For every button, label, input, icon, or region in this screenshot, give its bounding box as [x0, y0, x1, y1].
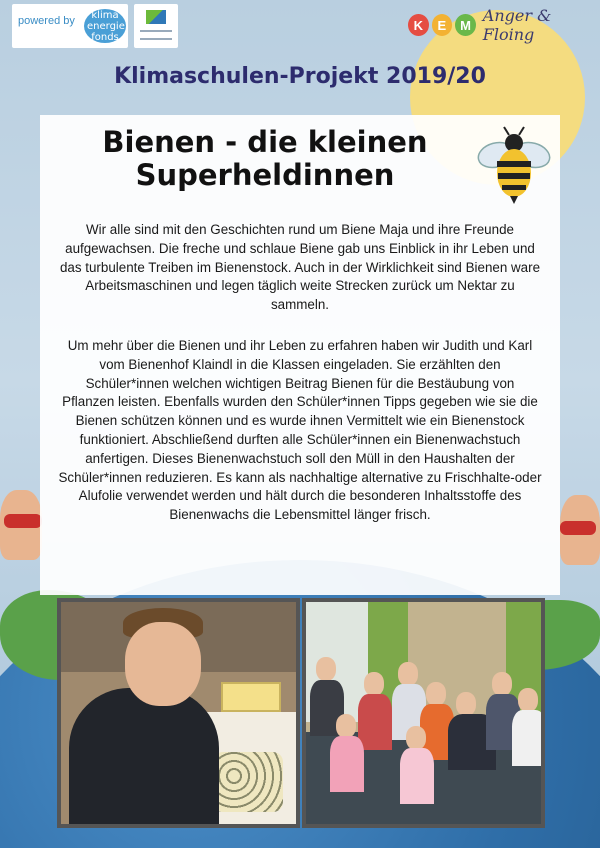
photo-person — [336, 714, 356, 738]
photo-person — [316, 657, 336, 681]
article-paragraph-1: Wir alle sind mit den Geschichten rund um Biene Maja und ihre Freunde aufgewachsen. Die freche und schlaue Biene gab uns Einblick in ihr Leben und das turbulente Treiben im Bienenstock. Auch in der Wirklichkeit sind Bienen ware Arbeitsmaschinen und legen täglich weite Strecken zurück um Nektar zu sammeln. — [59, 222, 541, 313]
ministry-flag-icon — [146, 10, 166, 24]
photo-boy-making-beeswax-wrap — [57, 598, 300, 828]
photo-person — [364, 672, 384, 696]
superhero-decoration-right — [560, 495, 600, 565]
powered-by-label: powered by — [18, 15, 75, 27]
ministry-logo — [134, 4, 178, 48]
region-name: Anger & Floing — [482, 6, 552, 44]
ministry-lines — [140, 30, 172, 40]
photo-person — [518, 688, 538, 712]
photo-boy-body — [69, 688, 219, 828]
kem-letter-m: M — [455, 14, 476, 36]
photo-group-class — [302, 598, 545, 828]
photo-person — [330, 736, 364, 792]
photo-beeswax-wrap — [213, 752, 283, 812]
photo-person — [512, 710, 545, 766]
photo-person — [358, 694, 392, 750]
photo-person — [400, 748, 434, 804]
headline-line-2: Superheldinnen — [135, 158, 395, 192]
photo-person — [398, 662, 418, 686]
photo-person — [456, 692, 476, 716]
article-headline — [40, 126, 490, 192]
kem-letter-k: K — [408, 14, 429, 36]
headline-line-1: Bienen - die kleinen — [102, 125, 428, 159]
photo-beeswax-sheet — [221, 682, 281, 712]
kem-logo — [408, 6, 600, 44]
bee-icon — [474, 125, 554, 205]
superhero-decoration-left — [0, 490, 42, 560]
kem-letter-e: E — [432, 14, 453, 36]
photo-person — [492, 672, 512, 696]
photo-boy-head — [125, 622, 201, 706]
photo-person — [406, 726, 426, 750]
klimafonds-wordmark: klima energie fonds — [84, 9, 126, 43]
photo-person — [426, 682, 446, 706]
article-paragraph-2: Um mehr über die Bienen und ihr Leben zu erfahren haben wir Judith und Karl vom Bienenhof Klaindl in die Klassen eingeladen. Sie erzählten den Schüler*innen welchen wichtigen Beitrag Bienen für die Bestäubung von Pflanzen leisten. Ebenfalls wurden den Schüler*innen Tipps gegeben wie sie die Bienen schützen können und es wurde ihnen Vermittelt wie ein Bienenstock funktioniert. Abschließend durften alle Schüler*innen ein Bienenwachstuch anfertigen. Dieses Bienenwachstuch soll den Müll in den Haushalten der Schüler*innen reduzieren. Es kann als nachhaltige alternative zu Frischhalte-oder Alufolie verwendet werden und hält durch die besonderen Inhaltsstoffe des Bienenwachs die Lebensmittel länger frisch. — [58, 338, 542, 523]
project-title: Klimaschulen-Projekt 2019/20 — [114, 64, 486, 89]
klimafonds-logo — [12, 4, 128, 48]
